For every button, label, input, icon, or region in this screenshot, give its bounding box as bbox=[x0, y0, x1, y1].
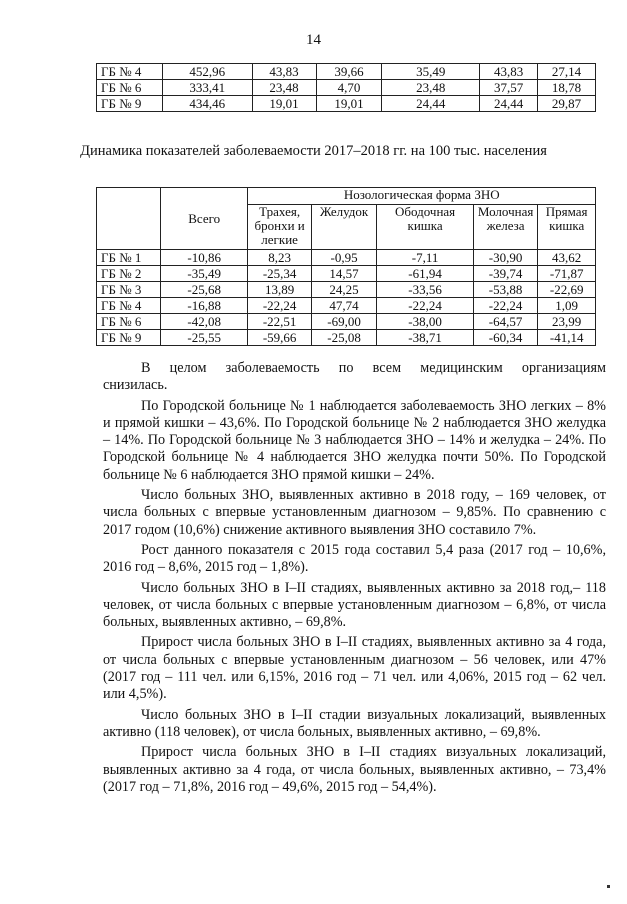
table-cell: 24,25 bbox=[311, 282, 377, 298]
table-row bbox=[97, 80, 596, 96]
table-cell: -22,24 bbox=[473, 298, 537, 314]
table-cell: 23,48 bbox=[252, 80, 316, 96]
scan-dot bbox=[607, 885, 610, 888]
table-cell: 23,99 bbox=[538, 314, 596, 330]
main-table-body bbox=[97, 250, 596, 346]
table-cell: 19,01 bbox=[316, 96, 382, 112]
table-cell: -25,55 bbox=[160, 330, 248, 346]
table-cell: -33,56 bbox=[377, 282, 474, 298]
table-row bbox=[97, 314, 596, 330]
nosology-sub-header: Ободочная кишка bbox=[377, 205, 474, 250]
table-cell: 1,09 bbox=[538, 298, 596, 314]
row-label: ГБ № 6 bbox=[97, 314, 161, 330]
table-cell: -64,57 bbox=[473, 314, 537, 330]
table-cell: -30,90 bbox=[473, 250, 537, 266]
table-cell: -25,68 bbox=[160, 282, 248, 298]
table-row bbox=[97, 282, 596, 298]
table-cell: -59,66 bbox=[248, 330, 311, 346]
table-row bbox=[97, 250, 596, 266]
morbidity-dynamics-table bbox=[96, 187, 596, 346]
table-cell: 434,46 bbox=[162, 96, 252, 112]
table-cell: 43,83 bbox=[252, 64, 316, 80]
table-cell: 43,62 bbox=[538, 250, 596, 266]
top-table-body bbox=[97, 64, 596, 112]
table-cell: -41,14 bbox=[538, 330, 596, 346]
table-cell: 35,49 bbox=[382, 64, 480, 80]
table-row bbox=[97, 330, 596, 346]
table-cell: 37,57 bbox=[480, 80, 538, 96]
paragraph: Число больных ЗНО, выявленных активно в 2018 году, – 169 человек, от числа больных с впервые установленным диагнозом – 9,85%. По сравнению с 2017 годом (10,6%) снижение активного выявления ЗНО составило 7%. bbox=[103, 487, 606, 538]
table-cell: -22,24 bbox=[248, 298, 311, 314]
table-cell: 452,96 bbox=[162, 64, 252, 80]
table-cell: -16,88 bbox=[160, 298, 248, 314]
table-cell: 23,48 bbox=[382, 80, 480, 96]
table-cell: 39,66 bbox=[316, 64, 382, 80]
paragraph: В целом заболеваемость по всем медицинским организациям bbox=[141, 360, 606, 376]
row-label: ГБ № 2 bbox=[97, 266, 161, 282]
table-cell: 19,01 bbox=[252, 96, 316, 112]
table-cell: -0,95 bbox=[311, 250, 377, 266]
table-cell: -10,86 bbox=[160, 250, 248, 266]
table-cell: -25,08 bbox=[311, 330, 377, 346]
table-row bbox=[97, 298, 596, 314]
table-row bbox=[97, 96, 596, 112]
table-cell: 333,41 bbox=[162, 80, 252, 96]
nosology-sub-header: Прямая кишка bbox=[538, 205, 596, 250]
table-cell: -53,88 bbox=[473, 282, 537, 298]
table-cell: -25,34 bbox=[248, 266, 311, 282]
table-cell: -60,34 bbox=[473, 330, 537, 346]
table-cell: -22,69 bbox=[538, 282, 596, 298]
paragraph: снизилась. bbox=[103, 377, 168, 394]
body-text bbox=[103, 360, 606, 799]
nosology-group-header: Нозологическая форма ЗНО bbox=[248, 188, 596, 205]
row-label: ГБ № 6 bbox=[97, 80, 163, 96]
table-cell: 4,70 bbox=[316, 80, 382, 96]
table-cell: -39,74 bbox=[473, 266, 537, 282]
row-label: ГБ № 9 bbox=[97, 330, 161, 346]
row-label: ГБ № 4 bbox=[97, 298, 161, 314]
table-cell: -61,94 bbox=[377, 266, 474, 282]
paragraph: По Городской больнице № 1 наблюдается заболеваемость ЗНО легких – 8% и прямой кишки – 43,6%. По Городской больнице № 2 наблюдается ЗНО желудка – 14%. По Городской больнице № 3 наблюдается ЗНО – 14% и желудка – 24%. По Городской больнице № 4 наблюдается ЗНО желудка почти 50%. По Городской больнице № 6 наблюдается ЗНО прямой кишки – 24%. bbox=[103, 397, 606, 483]
table-cell: 18,78 bbox=[538, 80, 596, 96]
table-cell: 43,83 bbox=[480, 64, 538, 80]
nosology-sub-header: Желудок bbox=[311, 205, 377, 250]
row-label: ГБ № 1 bbox=[97, 250, 161, 266]
table-cell: 47,74 bbox=[311, 298, 377, 314]
table-cell: -35,49 bbox=[160, 266, 248, 282]
page-number: 14 bbox=[306, 32, 321, 48]
table-cell: -38,71 bbox=[377, 330, 474, 346]
table-cell: 24,44 bbox=[480, 96, 538, 112]
paragraph: Число больных ЗНО в I–II стадиях, выявленных активно за 2018 год,– 118 человек, от числа больных с впервые установленным диагнозом – 6,8%, от числа больных, выявленных активно, – 69,8%. bbox=[103, 579, 606, 631]
table-caption: Динамика показателей заболеваемости 2017–2018 гг. на 100 тыс. населения bbox=[80, 143, 547, 159]
table-cell: -38,00 bbox=[377, 314, 474, 330]
table-cell: -22,24 bbox=[377, 298, 474, 314]
table-cell: 24,44 bbox=[382, 96, 480, 112]
top-data-table bbox=[96, 63, 596, 112]
table-cell: -69,00 bbox=[311, 314, 377, 330]
table-cell: 14,57 bbox=[311, 266, 377, 282]
table-cell: -22,51 bbox=[248, 314, 311, 330]
table-cell: 29,87 bbox=[538, 96, 596, 112]
row-label-header bbox=[97, 188, 161, 250]
table-row bbox=[97, 266, 596, 282]
row-label: ГБ № 3 bbox=[97, 282, 161, 298]
table-row bbox=[97, 64, 596, 80]
total-header: Всего bbox=[160, 188, 248, 250]
nosology-sub-header: Трахея, бронхи и легкие bbox=[248, 205, 311, 250]
paragraph: Число больных ЗНО в I–II стадии визуальных локализаций, выявленных активно (118 человек), от числа больных, выявленных активно, – 69,8%. bbox=[103, 706, 606, 740]
paragraph: Прирост числа больных ЗНО в I–II стадиях, выявленных активно за 4 года, от числа больных с впервые установленным диагнозом – 56 человек, или 47% (2017 год – 111 чел. или 6,15%, 2016 год – 71 чел. или 4,06%, 2015 год – 62 чел. или 4,5%). bbox=[103, 634, 606, 703]
table-cell: -42,08 bbox=[160, 314, 248, 330]
table-cell: 8,23 bbox=[248, 250, 311, 266]
row-label: ГБ № 9 bbox=[97, 96, 163, 112]
table-cell: -7,11 bbox=[377, 250, 474, 266]
table-cell: 27,14 bbox=[538, 64, 596, 80]
nosology-sub-header: Молочная железа bbox=[473, 205, 537, 250]
row-label: ГБ № 4 bbox=[97, 64, 163, 80]
paragraph: Рост данного показателя с 2015 года составил 5,4 раза (2017 год – 10,6%, 2016 год – 8,6%, 2015 год – 1,8%). bbox=[103, 541, 606, 576]
paragraph: Прирост числа больных ЗНО в I–II стадиях визуальных локализаций, выявленных активно за 4 года, от числа больных, выявленных активно, – 73,4% (2017 год – 71,8%, 2016 год – 49,6%, 2015 год – 54,4%). bbox=[103, 744, 606, 795]
table-cell: 13,89 bbox=[248, 282, 311, 298]
table-cell: -71,87 bbox=[538, 266, 596, 282]
